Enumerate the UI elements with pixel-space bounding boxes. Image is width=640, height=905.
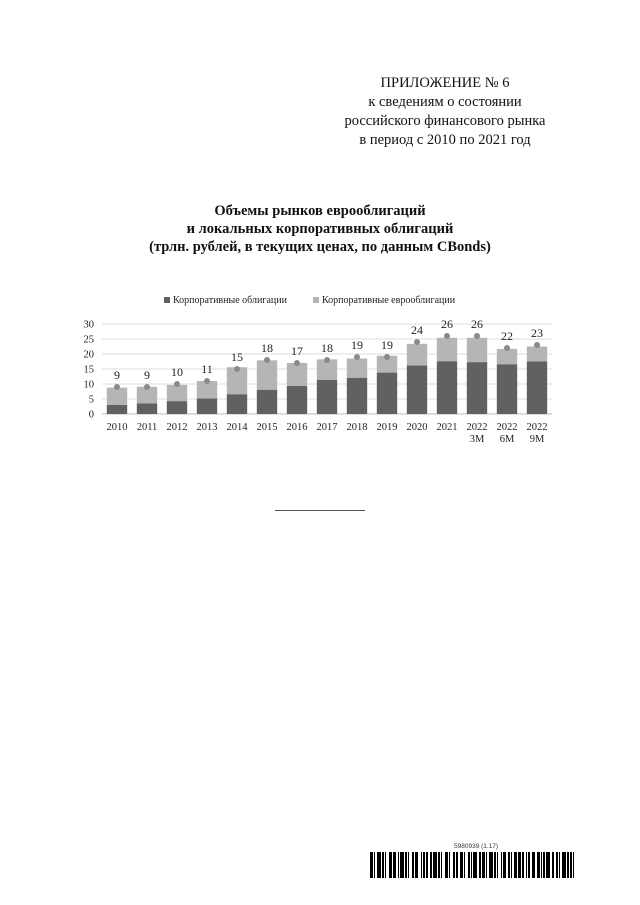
barcode-bar	[480, 852, 481, 878]
x-tick-label	[407, 422, 428, 433]
barcode-bar	[559, 852, 560, 878]
barcode-bar	[401, 852, 402, 878]
bar-segment-2	[437, 338, 457, 361]
barcode-bar	[501, 852, 502, 878]
barcode-bar	[553, 852, 554, 878]
y-tick-label: 15	[83, 364, 94, 376]
y-tick-label: 30	[83, 319, 94, 331]
barcode-bar	[544, 852, 545, 878]
barcode-bar	[372, 852, 373, 878]
data-label-total: 19	[351, 338, 363, 352]
stacked-bar-chart	[0, 288, 640, 463]
total-marker	[294, 360, 300, 366]
barcode-bar	[374, 852, 375, 878]
section-divider	[275, 510, 365, 511]
bar-segment-1	[437, 361, 457, 414]
barcode-bar	[516, 852, 517, 878]
barcode-bar	[497, 852, 498, 878]
total-marker	[504, 345, 510, 351]
total-marker	[414, 339, 420, 345]
bar-segment-1	[287, 386, 307, 414]
barcode-bar	[469, 852, 470, 878]
x-tick-label	[527, 422, 548, 445]
chart-title-line1: Объемы рынков еврооблигаций	[214, 203, 426, 219]
bar-segment-1	[497, 364, 517, 414]
bar-segment-2	[407, 344, 427, 366]
barcode-bar	[446, 852, 447, 878]
barcode-bar	[464, 852, 465, 878]
bar-segment-1	[407, 365, 427, 414]
bar-segment-1	[257, 390, 277, 414]
x-tick-label	[497, 422, 518, 445]
total-marker	[444, 333, 450, 339]
bar-segment-1	[467, 362, 487, 414]
barcode-bar	[495, 852, 496, 878]
y-tick-label: 10	[83, 379, 94, 391]
barcode-bar	[526, 852, 527, 878]
x-tick-label-line: 2022	[526, 422, 548, 433]
chart-title-line3: (трлн. рублей, в текущих ценах, по данным CBonds)	[149, 239, 491, 255]
barcode-bar	[490, 852, 492, 878]
total-marker	[534, 342, 540, 348]
barcode-bar	[389, 852, 390, 878]
bar-segment-2	[527, 347, 547, 362]
y-tick-label: 5	[88, 394, 94, 406]
x-tick-label-line: 2018	[346, 422, 368, 433]
barcode-bar	[402, 852, 404, 878]
barcode-bar	[562, 852, 564, 878]
barcode-bar	[405, 852, 406, 878]
barcode-bar	[441, 852, 442, 878]
bar-segment-1	[527, 362, 547, 415]
barcode	[370, 852, 602, 878]
appendix-number: ПРИЛОЖЕНИЕ № 6	[380, 75, 510, 91]
x-tick-label	[287, 422, 308, 433]
barcode-bar	[426, 852, 428, 878]
barcode-bar	[564, 852, 565, 878]
barcode-bar	[439, 852, 440, 878]
barcode-bar	[398, 852, 399, 878]
barcode-bar	[476, 852, 477, 878]
bar-segment-1	[317, 380, 337, 414]
barcode-bar	[434, 852, 436, 878]
legend-swatch-2	[313, 297, 319, 303]
barcode-bar	[548, 852, 549, 878]
barcode-bar	[471, 852, 472, 878]
data-label-total: 18	[261, 341, 273, 355]
barcode-bar	[573, 852, 574, 878]
bar-segment-1	[137, 404, 157, 415]
data-label-total: 24	[411, 323, 423, 337]
x-tick-label-line: 2022	[496, 422, 518, 433]
x-tick-label	[347, 422, 368, 433]
barcode-bar	[436, 852, 437, 878]
barcode-bar	[522, 852, 524, 878]
barcode-bar	[473, 852, 474, 878]
barcode-bar	[431, 852, 432, 878]
y-tick-label: 25	[83, 334, 94, 346]
barcode-bar	[511, 852, 512, 878]
total-marker	[204, 378, 210, 384]
barcode-bar	[449, 852, 450, 878]
barcode-bar	[423, 852, 424, 878]
total-marker	[384, 354, 390, 360]
bar-segment-2	[107, 388, 127, 405]
barcode-bar	[486, 852, 487, 878]
barcode-bar	[508, 852, 509, 878]
data-label-total: 26	[441, 317, 453, 331]
appendix-subtitle-line1: к сведениям о состоянии	[368, 94, 522, 110]
barcode-bar	[406, 852, 407, 878]
barcode-bar	[494, 852, 495, 878]
barcode-bar	[537, 852, 538, 878]
barcode-bar	[504, 852, 505, 878]
total-marker	[474, 333, 480, 339]
barcode-bar	[390, 852, 391, 878]
barcode-bar	[383, 852, 384, 878]
x-tick-label	[137, 422, 158, 433]
data-label-total: 15	[231, 350, 243, 364]
barcode-bar	[532, 852, 533, 878]
total-marker	[114, 384, 120, 390]
x-tick-label	[257, 422, 278, 433]
barcode-bar	[391, 852, 392, 878]
barcode-bar	[421, 852, 422, 878]
x-tick-label-line: 6M	[499, 434, 515, 445]
barcode-bar	[503, 852, 504, 878]
barcode-bar	[570, 852, 572, 878]
bar-segment-1	[377, 373, 397, 414]
bar-segment-1	[197, 398, 217, 414]
barcode-bar	[454, 852, 455, 878]
barcode-bar	[546, 852, 548, 878]
barcode-bar	[430, 852, 431, 878]
chart-title	[60, 202, 580, 256]
bar-segment-1	[347, 378, 367, 414]
barcode-bar	[552, 852, 553, 878]
data-label-total: 23	[531, 326, 543, 340]
y-tick-label: 20	[83, 349, 94, 361]
barcode-bar	[400, 852, 401, 878]
barcode-bar	[505, 852, 506, 878]
bar-segment-2	[347, 359, 367, 378]
x-tick-label-line: 2014	[226, 422, 248, 433]
barcode-bar	[424, 852, 425, 878]
barcode-bar	[380, 852, 381, 878]
x-tick-label-line: 3M	[469, 434, 485, 445]
barcode-id: 5980939 (1.17)	[454, 843, 499, 850]
x-tick-label-line: 2017	[316, 422, 338, 433]
barcode-bar	[538, 852, 540, 878]
barcode-bar	[457, 852, 458, 878]
x-tick-label-line: 2015	[256, 422, 278, 433]
barcode-bar	[541, 852, 542, 878]
barcode-bar	[482, 852, 484, 878]
x-tick-label	[317, 422, 338, 433]
barcode-bar	[412, 852, 413, 878]
barcode-bar	[370, 852, 372, 878]
data-label-total: 11	[201, 362, 213, 376]
barcode-bar	[453, 852, 454, 878]
data-label-total: 9	[114, 368, 120, 382]
appendix-subtitle-line2: российского финансового рынка	[344, 113, 546, 129]
barcode-bar	[519, 852, 520, 878]
bar-segment-1	[107, 405, 127, 414]
x-tick-label-line: 2012	[166, 422, 188, 433]
bar-segment-2	[467, 338, 487, 362]
legend-label-2: Корпоративные еврооблигации	[322, 295, 456, 306]
x-tick-label	[467, 422, 488, 445]
appendix-header	[320, 74, 570, 150]
barcode-bar	[556, 852, 557, 878]
barcode-bar	[445, 852, 446, 878]
barcode-bar	[413, 852, 414, 878]
x-tick-label	[437, 422, 458, 433]
barcode-bar	[378, 852, 380, 878]
bar-segment-2	[497, 349, 517, 364]
barcode-bar	[543, 852, 544, 878]
barcode-bar	[382, 852, 383, 878]
total-marker	[324, 357, 330, 363]
bar-segment-1	[227, 394, 247, 414]
barcode-bar	[484, 852, 485, 878]
barcode-bar	[416, 852, 417, 878]
x-tick-label-line: 2011	[136, 422, 158, 433]
x-tick-label	[167, 422, 188, 433]
barcode-bar	[534, 852, 535, 878]
bar-segment-2	[257, 360, 277, 389]
x-tick-label-line: 2019	[376, 422, 398, 433]
barcode-bar	[489, 852, 490, 878]
bar-segment-1	[167, 401, 187, 414]
barcode-bar	[447, 852, 448, 878]
barcode-bar	[438, 852, 439, 878]
x-tick-label	[107, 422, 128, 433]
data-label-total: 10	[171, 365, 183, 379]
data-label-total: 26	[471, 317, 483, 331]
data-label-total: 9	[144, 368, 150, 382]
barcode-bar	[408, 852, 409, 878]
x-tick-label-line: 2022	[466, 422, 488, 433]
barcode-bar	[529, 852, 530, 878]
barcode-bar	[533, 852, 534, 878]
barcode-bar	[415, 852, 416, 878]
barcode-bar	[393, 852, 394, 878]
x-tick-label-line: 2020	[406, 422, 428, 433]
barcode-bar	[462, 852, 463, 878]
barcode-bar	[568, 852, 569, 878]
barcode-bar	[461, 852, 462, 878]
data-label-total: 22	[501, 329, 513, 343]
x-tick-label-line: 2013	[196, 422, 218, 433]
total-marker	[264, 357, 270, 363]
barcode-bar	[479, 852, 480, 878]
x-tick-label-line: 9M	[529, 434, 545, 445]
barcode-bar	[474, 852, 476, 878]
barcode-bar	[456, 852, 457, 878]
barcode-bar	[520, 852, 521, 878]
data-label-total: 19	[381, 338, 393, 352]
barcode-bar	[433, 852, 434, 878]
total-marker	[354, 354, 360, 360]
barcode-bar	[492, 852, 493, 878]
barcode-bar	[565, 852, 566, 878]
x-tick-label-line: 2016	[286, 422, 308, 433]
x-tick-label-line: 2021	[436, 422, 458, 433]
data-label-total: 18	[321, 341, 333, 355]
data-label-total: 17	[291, 344, 303, 358]
bar-segment-2	[287, 363, 307, 386]
barcode-bar	[567, 852, 568, 878]
barcode-bar	[557, 852, 558, 878]
barcode-bar	[514, 852, 516, 878]
appendix-subtitle-line3: в период с 2010 по 2021 год	[359, 132, 531, 148]
x-tick-label	[197, 422, 218, 433]
y-tick-label: 0	[88, 409, 94, 421]
legend-label-1: Корпоративные облигации	[173, 295, 287, 306]
total-marker	[174, 381, 180, 387]
barcode-bar	[417, 852, 418, 878]
barcode-bar	[549, 852, 550, 878]
legend-swatch-1	[164, 297, 170, 303]
total-marker	[234, 366, 240, 372]
barcode-bar	[385, 852, 386, 878]
x-tick-label	[227, 422, 249, 433]
bar-segment-2	[167, 385, 187, 401]
barcode-bar	[377, 852, 378, 878]
x-tick-label-line: 2010	[106, 422, 128, 433]
barcode-bar	[394, 852, 396, 878]
chart-title-line2: и локальных корпоративных облигаций	[186, 221, 454, 237]
barcode-bar	[518, 852, 519, 878]
x-tick-label	[377, 422, 398, 433]
barcode-bar	[468, 852, 469, 878]
barcode-bar	[460, 852, 461, 878]
barcode-bar	[509, 852, 510, 878]
barcode-bar	[528, 852, 529, 878]
total-marker	[144, 384, 150, 390]
